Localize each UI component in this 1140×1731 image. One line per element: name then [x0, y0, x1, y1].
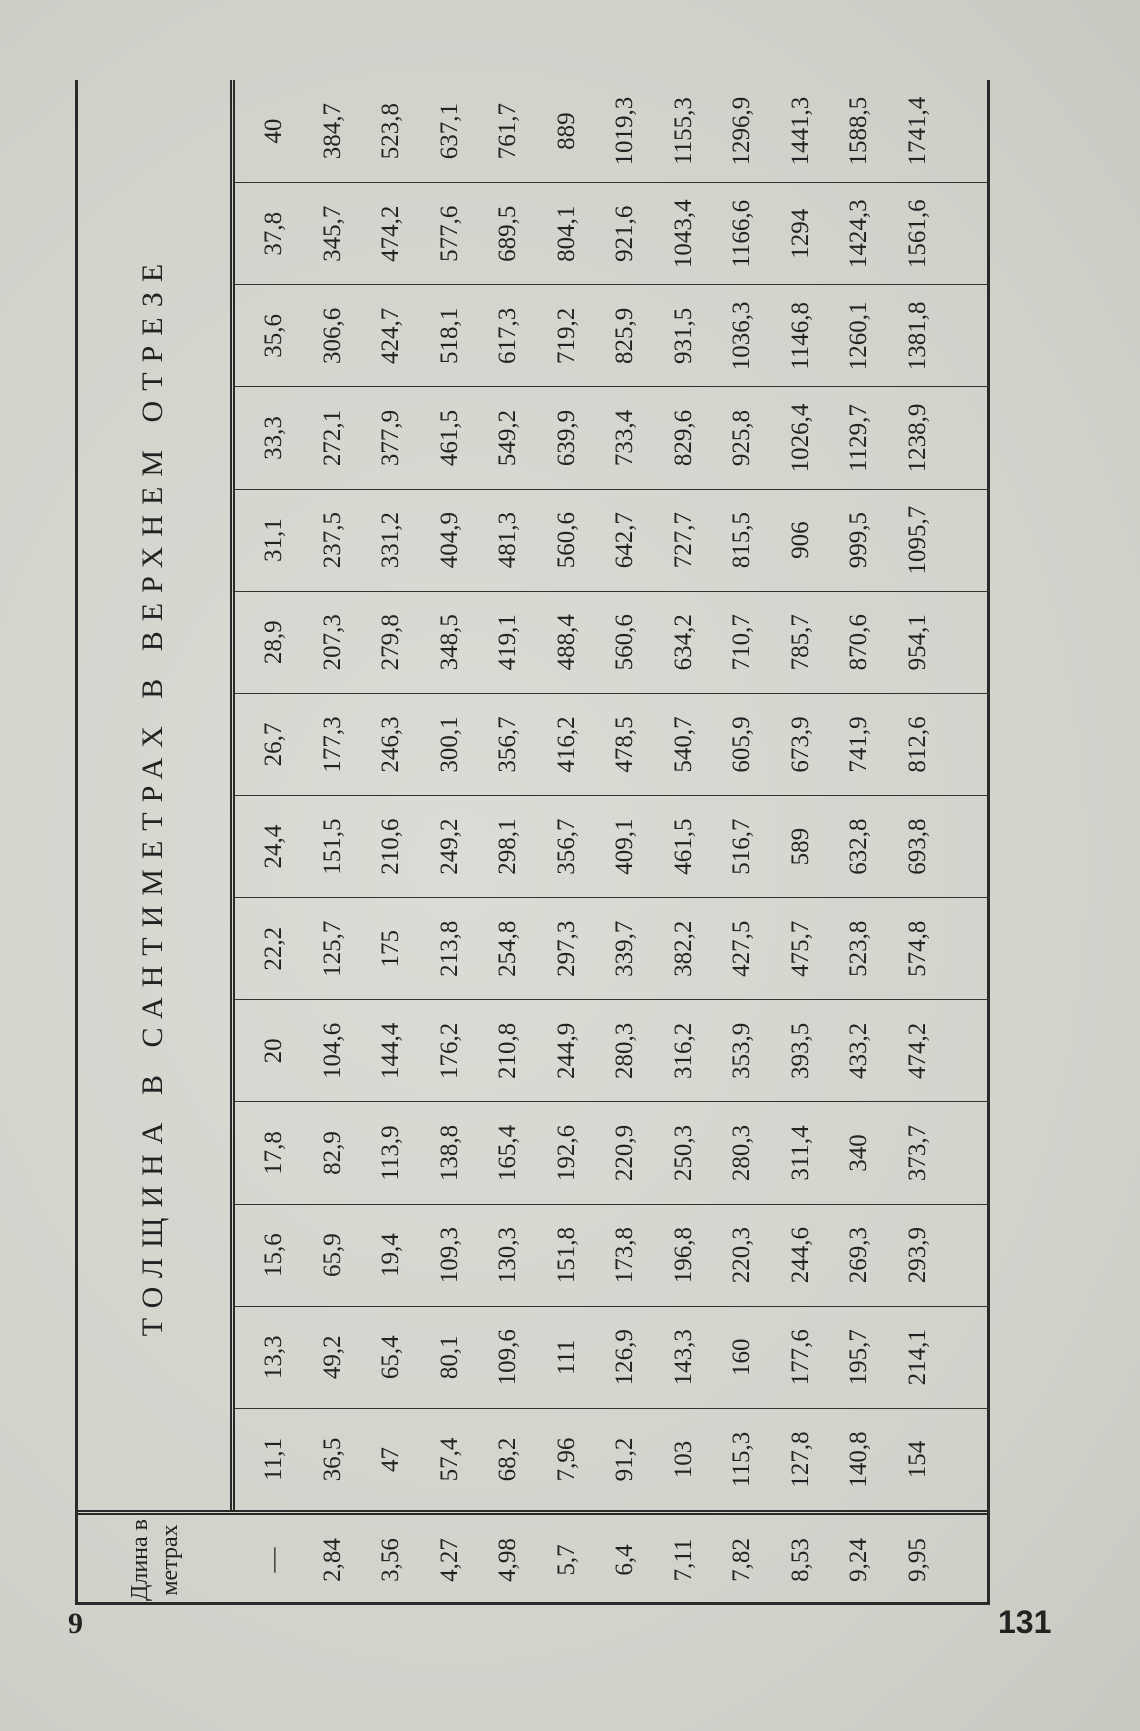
- volume-cell: 475,7: [786, 920, 814, 977]
- thickness-header-cell: 33,3: [260, 416, 287, 460]
- thickness-column: [235, 693, 990, 795]
- volume-cell: 177,6: [786, 1329, 814, 1386]
- volume-cell: 488,4: [552, 614, 580, 671]
- volume-cell: 999,5: [845, 512, 872, 569]
- volume-cell: 104,6: [318, 1022, 346, 1079]
- thickness-column: [235, 591, 990, 693]
- length-cell: 7,11: [669, 1538, 697, 1582]
- volume-cell: 478,5: [611, 716, 638, 773]
- volume-cell: 1036,3: [728, 301, 755, 371]
- volume-cell: 812,6: [903, 716, 931, 773]
- volume-cell: 244,6: [786, 1227, 814, 1284]
- volume-cell: 870,6: [845, 614, 872, 671]
- volume-cell: 427,5: [728, 920, 755, 977]
- length-column-header: [75, 1510, 235, 1605]
- volume-cell: 36,5: [318, 1437, 346, 1482]
- length-label-line1: Длина в: [127, 1518, 153, 1602]
- volume-cell: 424,7: [377, 307, 404, 364]
- thickness-header-cell: 20: [260, 1038, 287, 1064]
- thickness-column: [235, 284, 990, 386]
- thickness-header-cell: 11,1: [260, 1438, 287, 1481]
- volume-cell: 416,2: [552, 716, 580, 773]
- volume-cell: 634,2: [669, 614, 697, 671]
- volume-cell: 1296,9: [728, 96, 755, 166]
- length-cell: 6,4: [611, 1544, 638, 1576]
- table-title: ТОЛЩИНА В САНТИМЕТРАХ В ВЕРХНЕМ ОТРЕЗЕ: [75, 80, 235, 1510]
- volume-cell: 931,5: [669, 307, 697, 364]
- volume-cell: 1043,4: [669, 199, 697, 269]
- volume-cell: 356,7: [494, 716, 521, 773]
- volume-cell: 617,3: [494, 307, 521, 364]
- volume-cell: 91,2: [611, 1437, 638, 1482]
- volume-cell: 175: [377, 929, 404, 968]
- volume-cell: 130,3: [494, 1227, 521, 1284]
- volume-cell: 220,9: [611, 1124, 638, 1182]
- volume-cell: 177,3: [318, 716, 346, 773]
- volume-cell: 237,5: [318, 512, 346, 569]
- volume-cell: 279,8: [377, 614, 404, 671]
- volume-cell: 1155,3: [669, 97, 697, 165]
- volume-cell: 761,7: [494, 102, 521, 160]
- volume-cell: 340: [845, 1134, 872, 1172]
- volume-cell: 1381,8: [903, 301, 931, 371]
- volume-cell: 727,7: [669, 512, 697, 569]
- volume-cell: 244,9: [552, 1022, 580, 1079]
- volume-cell: 906: [786, 521, 814, 559]
- volume-cell: 689,5: [494, 205, 521, 262]
- volume-cell: 214,1: [903, 1329, 931, 1386]
- volume-cell: 693,8: [903, 818, 931, 875]
- thickness-column: [235, 999, 990, 1101]
- volume-cell: 246,3: [377, 716, 404, 773]
- volume-cell: 250,3: [669, 1124, 697, 1182]
- volume-cell: 165,4: [494, 1124, 521, 1182]
- length-cell: —: [260, 1547, 287, 1573]
- volume-cell: 339,7: [611, 920, 638, 977]
- volume-cell: 249,2: [435, 818, 463, 875]
- length-cell: 2,84: [318, 1538, 346, 1582]
- volume-cell: 195,7: [845, 1329, 872, 1386]
- volume-cell: 47: [377, 1446, 404, 1472]
- volume-cell: 925,8: [728, 409, 755, 467]
- volume-cell: 173,8: [611, 1227, 638, 1284]
- volume-cell: 297,3: [552, 920, 580, 977]
- volume-cell: 49,2: [318, 1335, 346, 1380]
- volume-cell: 80,1: [435, 1335, 463, 1380]
- volume-cell: 637,1: [435, 102, 463, 160]
- volume-cell: 574,8: [903, 920, 931, 977]
- volume-cell: 298,1: [494, 818, 521, 875]
- length-cell: 9,95: [903, 1538, 931, 1582]
- length-cell: 4,98: [494, 1538, 521, 1582]
- volume-cell: 474,2: [377, 205, 404, 262]
- volume-cell: 632,8: [845, 818, 872, 875]
- volume-cell: 151,8: [552, 1227, 580, 1284]
- volume-cell: 103: [669, 1440, 697, 1479]
- thickness-header-cell: 15,6: [260, 1233, 287, 1278]
- thickness-column: [235, 1204, 990, 1306]
- volume-cell: 269,3: [845, 1227, 872, 1284]
- thickness-header-cell: 31,1: [260, 518, 287, 563]
- thickness-header-cell: 28,9: [260, 620, 287, 665]
- volume-cell: 560,6: [552, 512, 580, 569]
- volume-cell: 306,6: [318, 307, 346, 364]
- volume-cell: 254,8: [494, 920, 521, 977]
- volume-cell: 461,5: [435, 409, 463, 467]
- length-cell: 5,7: [552, 1544, 580, 1576]
- volume-cell: 7,96: [552, 1437, 580, 1482]
- volume-cell: 353,9: [728, 1022, 755, 1079]
- volume-cell: 1588,5: [845, 96, 872, 166]
- volume-cell: 1026,4: [786, 403, 814, 473]
- volume-cell: 409,1: [611, 818, 638, 875]
- volume-cell: 57,4: [435, 1437, 463, 1482]
- volume-cell: 82,9: [318, 1131, 346, 1175]
- thickness-column: [235, 386, 990, 488]
- volume-cell: 345,7: [318, 205, 346, 262]
- thickness-column: [235, 489, 990, 591]
- volume-cell: 382,2: [669, 920, 697, 977]
- volume-cell: 889: [552, 112, 580, 150]
- volume-cell: 605,9: [728, 716, 755, 773]
- rotated-table: [75, 80, 990, 1605]
- volume-cell: 589: [786, 827, 814, 866]
- thickness-header-cell: 37,8: [260, 211, 287, 256]
- volume-cell: 331,2: [377, 512, 404, 569]
- volume-cell: 19,4: [377, 1233, 404, 1278]
- volume-cell: 272,1: [318, 409, 346, 467]
- length-column: [235, 1510, 990, 1605]
- volume-cell: 143,3: [669, 1329, 697, 1386]
- volume-cell: 220,3: [728, 1227, 755, 1284]
- volume-cell: 154: [903, 1440, 931, 1479]
- thickness-column: [235, 1408, 990, 1510]
- volume-cell: 316,2: [669, 1022, 697, 1079]
- volume-cell: 109,6: [494, 1329, 521, 1386]
- volume-cell: 65,9: [318, 1233, 346, 1278]
- thickness-header-cell: 40: [260, 118, 287, 144]
- volume-cell: 348,5: [435, 614, 463, 671]
- volume-cell: 109,3: [435, 1227, 463, 1284]
- volume-cell: 311,4: [786, 1125, 814, 1181]
- volume-cell: 540,7: [669, 716, 697, 773]
- volume-cell: 560,6: [611, 614, 638, 671]
- volume-cell: 68,2: [494, 1437, 521, 1482]
- thickness-column: [235, 1306, 990, 1408]
- volume-cell: 151,5: [318, 818, 346, 875]
- volume-cell: 356,7: [552, 818, 580, 875]
- volume-cell: 461,5: [669, 818, 697, 875]
- thickness-column: [235, 80, 990, 182]
- volume-cell: 160: [728, 1338, 755, 1377]
- length-cell: 3,56: [377, 1538, 404, 1582]
- volume-cell: 1741,4: [903, 96, 931, 166]
- length-cell: 4,27: [435, 1538, 463, 1582]
- signature-mark: 9: [68, 1607, 83, 1640]
- volume-cell: 1019,3: [611, 96, 638, 166]
- volume-cell: 433,2: [845, 1022, 872, 1079]
- volume-cell: 577,6: [435, 205, 463, 262]
- volume-cell: 300,1: [435, 716, 463, 773]
- thickness-header-cell: 17,8: [260, 1131, 287, 1175]
- thickness-column: [235, 182, 990, 284]
- volume-cell: 719,2: [552, 307, 580, 364]
- volume-cell: 549,2: [494, 409, 521, 467]
- volume-cell: 474,2: [903, 1022, 931, 1079]
- page-number: 131: [998, 1604, 1052, 1640]
- volume-cell: 954,1: [903, 614, 931, 671]
- volume-cell: 639,9: [552, 409, 580, 467]
- volume-cell: 921,6: [611, 205, 638, 262]
- volume-cell: 1166,6: [728, 199, 755, 268]
- volume-cell: 1424,3: [845, 199, 872, 269]
- volume-cell: 127,8: [786, 1431, 814, 1488]
- volume-cell: 65,4: [377, 1335, 404, 1380]
- volume-cell: 523,8: [377, 102, 404, 160]
- volume-cell: 293,9: [903, 1227, 931, 1284]
- volume-cell: 825,9: [611, 307, 638, 364]
- volume-cell: 1095,7: [903, 505, 931, 575]
- volume-cell: 1146,8: [786, 301, 814, 370]
- volume-cell: 815,5: [728, 512, 755, 569]
- thickness-header-cell: 22,2: [260, 926, 287, 971]
- volume-cell: 785,7: [786, 614, 814, 671]
- thickness-header-cell: 13,3: [260, 1335, 287, 1380]
- volume-cell: 377,9: [377, 409, 404, 467]
- length-cell: 8,53: [786, 1538, 814, 1582]
- volume-cell: 280,3: [728, 1124, 755, 1182]
- volume-cell: 192,6: [552, 1124, 580, 1182]
- volume-cell: 523,8: [845, 920, 872, 977]
- volume-cell: 140,8: [845, 1431, 872, 1488]
- volume-cell: 210,8: [494, 1022, 521, 1079]
- volume-cell: 710,7: [728, 614, 755, 671]
- volume-cell: 196,8: [669, 1227, 697, 1284]
- thickness-header-cell: 26,7: [260, 722, 287, 767]
- volume-cell: 210,6: [377, 818, 404, 875]
- volume-cell: 673,9: [786, 716, 814, 773]
- length-cell: 7,82: [728, 1538, 755, 1582]
- volume-cell: 804,1: [552, 205, 580, 262]
- volume-cell: 373,7: [903, 1124, 931, 1182]
- volume-cell: 1294: [786, 208, 814, 259]
- volume-cell: 404,9: [435, 512, 463, 569]
- volume-cell: 115,3: [728, 1431, 755, 1488]
- volume-cell: 213,8: [435, 920, 463, 977]
- volume-cell: 1238,9: [903, 403, 931, 473]
- volume-cell: 1129,7: [845, 404, 872, 472]
- volume-cell: 126,9: [611, 1329, 638, 1386]
- volume-cell: 384,7: [318, 102, 346, 160]
- volume-cell: 207,3: [318, 614, 346, 671]
- length-label-line2: метрах: [157, 1524, 183, 1596]
- volume-cell: 138,8: [435, 1124, 463, 1182]
- thickness-column: [235, 897, 990, 999]
- volume-cell: 518,1: [435, 307, 463, 364]
- volume-cell: 481,3: [494, 512, 521, 569]
- thickness-column: [235, 795, 990, 897]
- volume-cell: 393,5: [786, 1022, 814, 1079]
- thickness-column: [235, 1101, 990, 1203]
- volume-cell: 176,2: [435, 1022, 463, 1079]
- volume-cell: 516,7: [728, 818, 755, 875]
- volume-cell: 144,4: [377, 1022, 404, 1079]
- thickness-header-cell: 35,6: [260, 314, 287, 358]
- volume-cell: 419,1: [494, 614, 521, 671]
- volume-cell: 111: [552, 1339, 580, 1376]
- volume-cell: 1561,6: [903, 199, 931, 269]
- volume-cell: 125,7: [318, 920, 346, 977]
- volume-cell: 829,6: [669, 409, 697, 467]
- volume-cell: 741,9: [845, 716, 872, 773]
- volume-cell: 113,9: [377, 1125, 404, 1181]
- volume-cell: 1260,1: [845, 301, 872, 371]
- volume-cell: 280,3: [611, 1022, 638, 1079]
- thickness-header-cell: 24,4: [260, 824, 287, 869]
- volume-cell: 642,7: [611, 512, 638, 569]
- volume-cell: 733,4: [611, 409, 638, 467]
- volume-cell: 1441,3: [786, 96, 814, 166]
- length-cell: 9,24: [845, 1538, 872, 1582]
